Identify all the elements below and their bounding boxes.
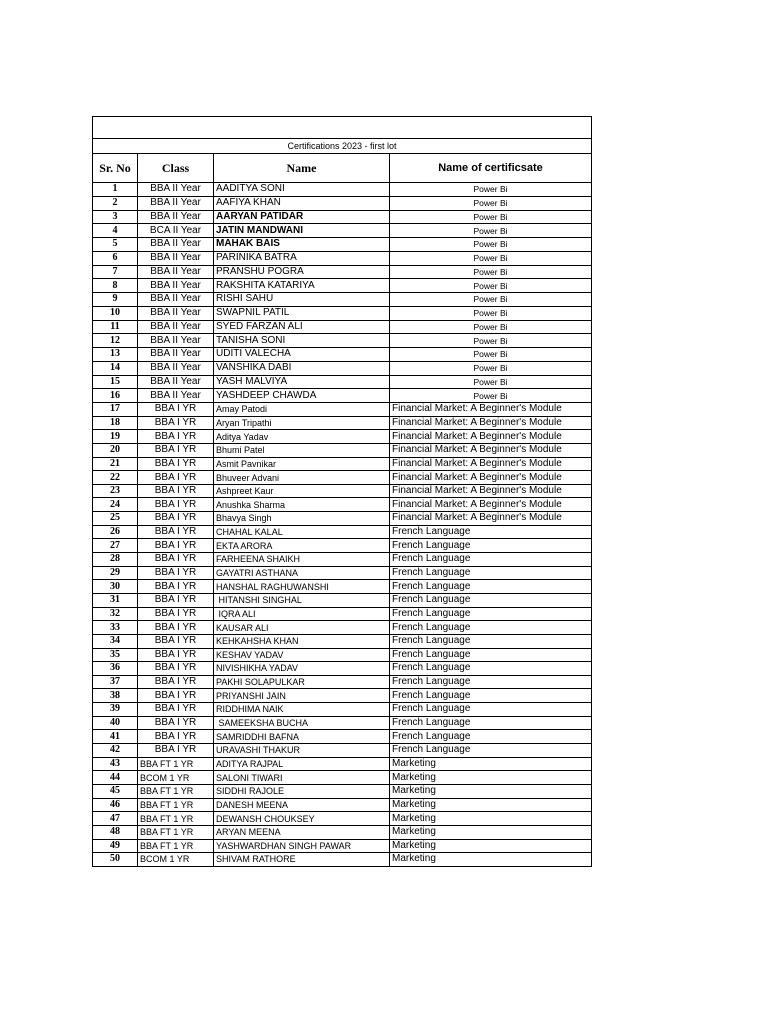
table-row	[93, 320, 592, 334]
class-cell: BBA II Year	[138, 238, 214, 252]
certificate-cell: Power Bi	[390, 334, 592, 348]
name-cell: Bhuveer Advani	[214, 471, 390, 485]
class-cell: BCOM 1 YR	[138, 853, 214, 867]
certificate-cell: French Language	[390, 662, 592, 676]
certificate-cell: French Language	[390, 566, 592, 580]
certificate-cell: Power Bi	[390, 265, 592, 279]
certificate-cell: Power Bi	[390, 224, 592, 238]
sr-no-cell: 23	[93, 484, 138, 498]
table-row	[93, 279, 592, 293]
class-cell: BBA I YR	[138, 484, 214, 498]
name-cell: ADITYA RAJPAL	[214, 757, 390, 771]
certifications-table	[92, 116, 592, 867]
class-cell: BBA I YR	[138, 648, 214, 662]
table-row	[93, 621, 592, 635]
sr-no-cell: 13	[93, 348, 138, 362]
table-row	[93, 430, 592, 444]
table-row	[93, 634, 592, 648]
certificate-cell: French Language	[390, 744, 592, 758]
sr-no-cell: 38	[93, 689, 138, 703]
name-cell: AARYAN PATIDAR	[214, 210, 390, 224]
name-cell: Asmit Pavnikar	[214, 457, 390, 471]
sr-no-cell: 31	[93, 593, 138, 607]
certificate-cell: Marketing	[390, 771, 592, 785]
certificate-cell: Financial Market: A Beginner's Module	[390, 471, 592, 485]
certificate-cell: French Language	[390, 634, 592, 648]
sr-no-cell: 20	[93, 443, 138, 457]
certificate-cell: French Language	[390, 593, 592, 607]
name-cell: RAKSHITA KATARIYA	[214, 279, 390, 293]
name-cell: DEWANSH CHOUKSEY	[214, 812, 390, 826]
sr-no-cell: 30	[93, 580, 138, 594]
class-cell: BBA II Year	[138, 348, 214, 362]
class-cell: BBA I YR	[138, 689, 214, 703]
name-cell: YASH MALVIYA	[214, 375, 390, 389]
name-cell: PAKHI SOLAPULKAR	[214, 675, 390, 689]
sr-no-cell: 9	[93, 293, 138, 307]
class-cell: BBA I YR	[138, 498, 214, 512]
name-cell: Anushka Sharma	[214, 498, 390, 512]
table-row	[93, 662, 592, 676]
name-cell: SAMEEKSHA BUCHA	[214, 716, 390, 730]
class-cell: BBA II Year	[138, 251, 214, 265]
certificate-cell: Marketing	[390, 784, 592, 798]
class-cell: BBA II Year	[138, 210, 214, 224]
header-row	[93, 154, 592, 183]
certificate-cell: Power Bi	[390, 196, 592, 210]
certificate-cell: French Language	[390, 580, 592, 594]
certificate-cell: Power Bi	[390, 279, 592, 293]
table-row	[93, 716, 592, 730]
name-cell: GAYATRI ASTHANA	[214, 566, 390, 580]
table-row	[93, 512, 592, 526]
table-row	[93, 224, 592, 238]
name-cell: YASHWARDHAN SINGH PAWAR	[214, 839, 390, 853]
sr-no-cell: 47	[93, 812, 138, 826]
name-cell: NIVISHIKHA YADAV	[214, 662, 390, 676]
class-cell: BBA II Year	[138, 265, 214, 279]
table-row	[93, 812, 592, 826]
certificate-cell: Marketing	[390, 825, 592, 839]
class-cell: BBA II Year	[138, 279, 214, 293]
sr-no-cell: 12	[93, 334, 138, 348]
table-row	[93, 457, 592, 471]
name-cell: ARYAN MEENA	[214, 825, 390, 839]
header-sr-no: Sr. No	[93, 154, 138, 183]
class-cell: BCA II Year	[138, 224, 214, 238]
table-row	[93, 471, 592, 485]
class-cell: BBA I YR	[138, 716, 214, 730]
name-cell: RIDDHIMA NAIK	[214, 703, 390, 717]
sr-no-cell: 25	[93, 512, 138, 526]
table-row	[93, 334, 592, 348]
sr-no-cell: 43	[93, 757, 138, 771]
sr-no-cell: 46	[93, 798, 138, 812]
sheet-title: Certifications 2023 - first lot	[93, 139, 592, 154]
class-cell: BBA II Year	[138, 306, 214, 320]
certificate-cell: Power Bi	[390, 348, 592, 362]
table-row	[93, 484, 592, 498]
sr-no-cell: 16	[93, 389, 138, 403]
sr-no-cell: 17	[93, 403, 138, 417]
class-cell: BBA II Year	[138, 375, 214, 389]
certificate-cell: Marketing	[390, 839, 592, 853]
sr-no-cell: 4	[93, 224, 138, 238]
name-cell: HITANSHI SINGHAL	[214, 593, 390, 607]
certificate-cell: Financial Market: A Beginner's Module	[390, 403, 592, 417]
name-cell: KESHAV YADAV	[214, 648, 390, 662]
table-row	[93, 784, 592, 798]
table-row	[93, 238, 592, 252]
name-cell: DANESH MEENA	[214, 798, 390, 812]
certificate-cell: Power Bi	[390, 238, 592, 252]
certificate-cell: Financial Market: A Beginner's Module	[390, 430, 592, 444]
table-row	[93, 251, 592, 265]
certificate-cell: Financial Market: A Beginner's Module	[390, 512, 592, 526]
sr-no-cell: 42	[93, 744, 138, 758]
table-row	[93, 566, 592, 580]
sr-no-cell: 27	[93, 539, 138, 553]
name-cell: CHAHAL KALAL	[214, 525, 390, 539]
sr-no-cell: 2	[93, 196, 138, 210]
certificate-cell: Power Bi	[390, 293, 592, 307]
class-cell: BBA I YR	[138, 634, 214, 648]
certificate-cell: French Language	[390, 689, 592, 703]
table-row	[93, 539, 592, 553]
class-cell: BCOM 1 YR	[138, 771, 214, 785]
table-row	[93, 183, 592, 197]
certificate-cell: French Language	[390, 607, 592, 621]
certificate-cell: Financial Market: A Beginner's Module	[390, 498, 592, 512]
table-row	[93, 798, 592, 812]
sr-no-cell: 40	[93, 716, 138, 730]
class-cell: BBA I YR	[138, 621, 214, 635]
sr-no-cell: 14	[93, 361, 138, 375]
name-cell: Bhavya Singh	[214, 512, 390, 526]
class-cell: BBA I YR	[138, 703, 214, 717]
table-row	[93, 689, 592, 703]
certificate-cell: Financial Market: A Beginner's Module	[390, 484, 592, 498]
certificate-cell: French Language	[390, 621, 592, 635]
sr-no-cell: 32	[93, 607, 138, 621]
sr-no-cell: 34	[93, 634, 138, 648]
sr-no-cell: 5	[93, 238, 138, 252]
sr-no-cell: 22	[93, 471, 138, 485]
class-cell: BBA II Year	[138, 334, 214, 348]
class-cell: BBA I YR	[138, 512, 214, 526]
sr-no-cell: 48	[93, 825, 138, 839]
table-row	[93, 416, 592, 430]
table-row	[93, 839, 592, 853]
sr-no-cell: 33	[93, 621, 138, 635]
name-cell: MAHAK BAIS	[214, 238, 390, 252]
name-cell: FARHEENA SHAIKH	[214, 553, 390, 567]
sr-no-cell: 8	[93, 279, 138, 293]
name-cell: UDITI VALECHA	[214, 348, 390, 362]
certificate-cell: Marketing	[390, 798, 592, 812]
class-cell: BBA FT 1 YR	[138, 825, 214, 839]
table-row	[93, 210, 592, 224]
name-cell: Amay Patodi	[214, 403, 390, 417]
sr-no-cell: 1	[93, 183, 138, 197]
sr-no-cell: 37	[93, 675, 138, 689]
sr-no-cell: 36	[93, 662, 138, 676]
name-cell: SIDDHI RAJOLE	[214, 784, 390, 798]
table-row	[93, 553, 592, 567]
table-row	[93, 361, 592, 375]
certificate-cell: French Language	[390, 675, 592, 689]
blank-row	[93, 117, 592, 139]
certificate-cell: Power Bi	[390, 210, 592, 224]
class-cell: BBA I YR	[138, 607, 214, 621]
class-cell: BBA II Year	[138, 361, 214, 375]
table-row	[93, 771, 592, 785]
class-cell: BBA I YR	[138, 525, 214, 539]
class-cell: BBA II Year	[138, 293, 214, 307]
certificate-cell: French Language	[390, 525, 592, 539]
name-cell: PRANSHU POGRA	[214, 265, 390, 279]
sr-no-cell: 44	[93, 771, 138, 785]
sr-no-cell: 39	[93, 703, 138, 717]
name-cell: AAFIYA KHAN	[214, 196, 390, 210]
certificate-cell: Power Bi	[390, 375, 592, 389]
certificate-cell: Power Bi	[390, 389, 592, 403]
name-cell: SALONI TIWARI	[214, 771, 390, 785]
class-cell: BBA I YR	[138, 553, 214, 567]
name-cell: JATIN MANDWANI	[214, 224, 390, 238]
class-cell: BBA II Year	[138, 389, 214, 403]
class-cell: BBA I YR	[138, 675, 214, 689]
class-cell: BBA II Year	[138, 183, 214, 197]
name-cell: IQRA ALI	[214, 607, 390, 621]
table-row	[93, 196, 592, 210]
sr-no-cell: 35	[93, 648, 138, 662]
name-cell: SAMRIDDHI BAFNA	[214, 730, 390, 744]
table-row	[93, 593, 592, 607]
header-class: Class	[138, 154, 214, 183]
class-cell: BBA I YR	[138, 457, 214, 471]
name-cell: Ashpreet Kaur	[214, 484, 390, 498]
certificate-cell: Power Bi	[390, 183, 592, 197]
name-cell: EKTA ARORA	[214, 539, 390, 553]
sr-no-cell: 10	[93, 306, 138, 320]
sr-no-cell: 41	[93, 730, 138, 744]
sr-no-cell: 50	[93, 853, 138, 867]
name-cell: AADITYA SONI	[214, 183, 390, 197]
table-row	[93, 675, 592, 689]
certifications-sheet	[92, 116, 591, 867]
name-cell: KEHKAHSHA KHAN	[214, 634, 390, 648]
certificate-cell: French Language	[390, 716, 592, 730]
class-cell: BBA I YR	[138, 662, 214, 676]
class-cell: BBA I YR	[138, 471, 214, 485]
name-cell: PARINIKA BATRA	[214, 251, 390, 265]
sr-no-cell: 24	[93, 498, 138, 512]
certificate-cell: French Language	[390, 539, 592, 553]
table-row	[93, 757, 592, 771]
certificate-cell: Financial Market: A Beginner's Module	[390, 457, 592, 471]
class-cell: BBA II Year	[138, 196, 214, 210]
class-cell: BBA I YR	[138, 566, 214, 580]
sr-no-cell: 26	[93, 525, 138, 539]
table-row	[93, 703, 592, 717]
certificate-cell: Power Bi	[390, 361, 592, 375]
class-cell: BBA I YR	[138, 430, 214, 444]
sr-no-cell: 15	[93, 375, 138, 389]
name-cell: SWAPNIL PATIL	[214, 306, 390, 320]
name-cell: TANISHA SONI	[214, 334, 390, 348]
table-row	[93, 443, 592, 457]
table-row	[93, 853, 592, 867]
class-cell: BBA I YR	[138, 730, 214, 744]
sr-no-cell: 19	[93, 430, 138, 444]
class-cell: BBA I YR	[138, 744, 214, 758]
certificate-cell: French Language	[390, 553, 592, 567]
name-cell: HANSHAL RAGHUWANSHI	[214, 580, 390, 594]
name-cell: PRIYANSHI JAIN	[214, 689, 390, 703]
certificate-cell: Marketing	[390, 812, 592, 826]
class-cell: BBA I YR	[138, 593, 214, 607]
header-name: Name	[214, 154, 390, 183]
table-row	[93, 389, 592, 403]
certificate-cell: Financial Market: A Beginner's Module	[390, 416, 592, 430]
name-cell: Aditya Yadav	[214, 430, 390, 444]
certificate-cell: French Language	[390, 730, 592, 744]
sr-no-cell: 6	[93, 251, 138, 265]
table-row	[93, 348, 592, 362]
certificate-cell: Marketing	[390, 853, 592, 867]
name-cell: Aryan Tripathi	[214, 416, 390, 430]
name-cell: VANSHIKA DABI	[214, 361, 390, 375]
certificate-cell: French Language	[390, 648, 592, 662]
table-row	[93, 730, 592, 744]
class-cell: BBA FT 1 YR	[138, 784, 214, 798]
certificate-cell: Power Bi	[390, 320, 592, 334]
class-cell: BBA I YR	[138, 443, 214, 457]
name-cell: URAVASHI THAKUR	[214, 744, 390, 758]
class-cell: BBA I YR	[138, 403, 214, 417]
class-cell: BBA I YR	[138, 539, 214, 553]
class-cell: BBA I YR	[138, 580, 214, 594]
table-row	[93, 648, 592, 662]
sr-no-cell: 29	[93, 566, 138, 580]
class-cell: BBA II Year	[138, 320, 214, 334]
class-cell: BBA FT 1 YR	[138, 757, 214, 771]
certificate-cell: Financial Market: A Beginner's Module	[390, 443, 592, 457]
header-certificate: Name of certificsate	[390, 154, 592, 183]
sr-no-cell: 7	[93, 265, 138, 279]
sr-no-cell: 21	[93, 457, 138, 471]
table-row	[93, 744, 592, 758]
certificate-cell: French Language	[390, 703, 592, 717]
name-cell: SHIVAM RATHORE	[214, 853, 390, 867]
table-row	[93, 825, 592, 839]
certificate-cell: Power Bi	[390, 251, 592, 265]
class-cell: BBA FT 1 YR	[138, 839, 214, 853]
table-row	[93, 293, 592, 307]
sr-no-cell: 3	[93, 210, 138, 224]
class-cell: BBA I YR	[138, 416, 214, 430]
blank-cell	[93, 117, 592, 139]
certificate-cell: Marketing	[390, 757, 592, 771]
sr-no-cell: 18	[93, 416, 138, 430]
table-row	[93, 306, 592, 320]
name-cell: YASHDEEP CHAWDA	[214, 389, 390, 403]
sr-no-cell: 45	[93, 784, 138, 798]
name-cell: Bhumi Patel	[214, 443, 390, 457]
table-row	[93, 403, 592, 417]
table-row	[93, 498, 592, 512]
sr-no-cell: 11	[93, 320, 138, 334]
title-row	[93, 139, 592, 154]
class-cell: BBA FT 1 YR	[138, 798, 214, 812]
name-cell: SYED FARZAN ALI	[214, 320, 390, 334]
table-row	[93, 525, 592, 539]
sr-no-cell: 28	[93, 553, 138, 567]
class-cell: BBA FT 1 YR	[138, 812, 214, 826]
sr-no-cell: 49	[93, 839, 138, 853]
table-row	[93, 265, 592, 279]
table-row	[93, 580, 592, 594]
table-row	[93, 375, 592, 389]
name-cell: RISHI SAHU	[214, 293, 390, 307]
certificate-cell: Power Bi	[390, 306, 592, 320]
table-row	[93, 607, 592, 621]
name-cell: KAUSAR ALI	[214, 621, 390, 635]
